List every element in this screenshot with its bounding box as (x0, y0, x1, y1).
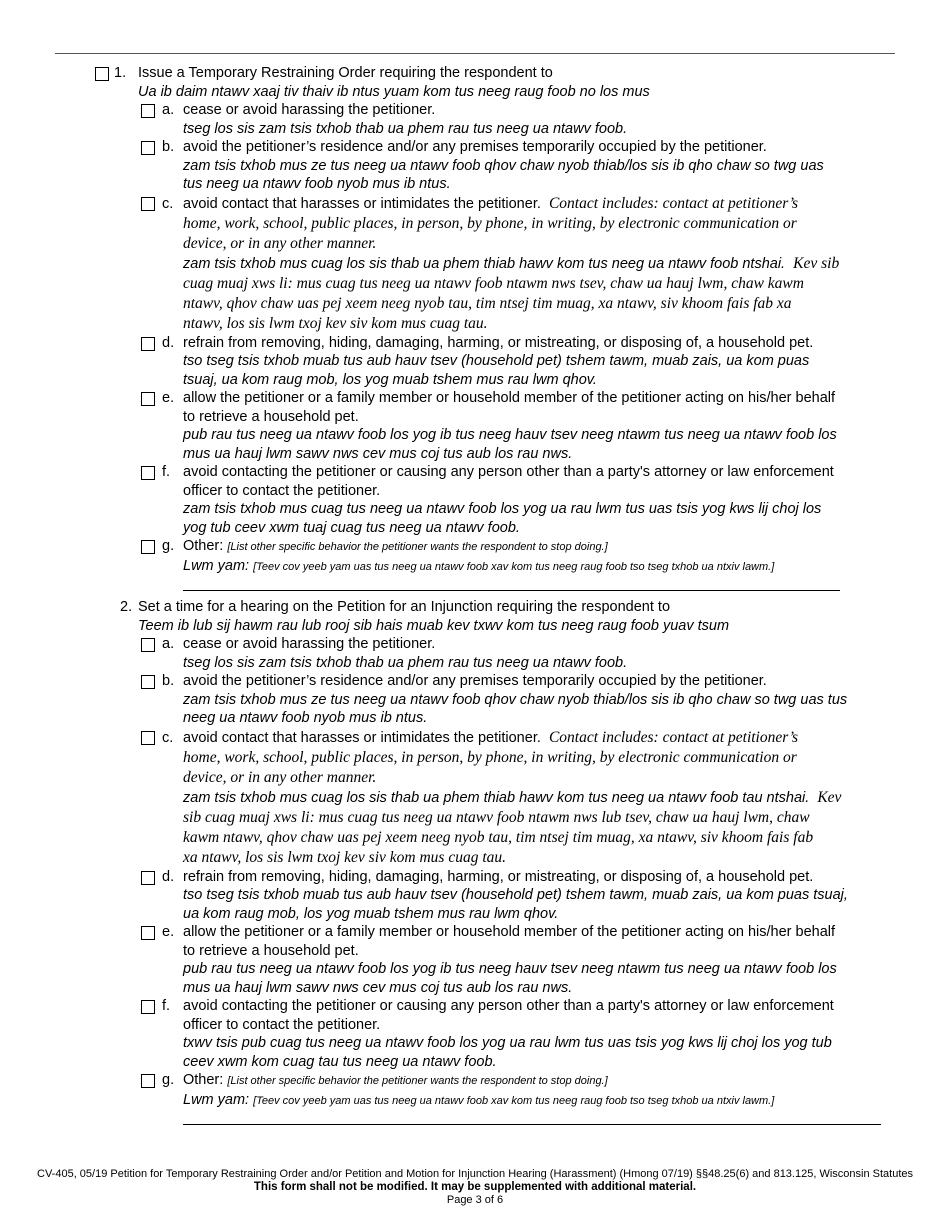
s2-d-text: refrain from removing, hiding, damaging, harming, or mistreating, or disposing of, a household pet. (183, 868, 814, 885)
s1-f-text: officer to contact the petitioner. (183, 482, 381, 499)
s2-d-letter: d. (162, 868, 175, 885)
s1-d-hmong: tso tseg tsis txhob muab tus aub hauv tsev (household pet) tshem tawm, muab zais, ua kom puas (183, 353, 810, 369)
s2-c-text: avoid contact that harasses or intimidates the petitioner. (183, 729, 541, 746)
s1-b-letter: b. (162, 139, 175, 155)
s2-a-text: cease or avoid harassing the petitioner. (183, 636, 436, 652)
s2-f-text: avoid contacting the petitioner or causing any person other than a party's attorney or law enforcement (183, 998, 834, 1014)
s2-c-contact-def: Contact includes: contact at petitioner’s (548, 728, 799, 746)
s1-g-other-label: Other: (183, 538, 224, 554)
section-1-checkbox[interactable] (95, 67, 109, 81)
s2-f-checkbox[interactable] (141, 1000, 155, 1014)
s1-a-text: cease or avoid harassing the petitioner. (183, 102, 436, 118)
s1-d-hmong: tsuaj, ua kom raug mob, los yog muab tshem mus rau lwm qhov. (183, 371, 597, 388)
s2-c-hmong-def: sib cuag muaj xws li: mus cuag tus neeg ua ntawv foob ntawm nws lub tsev, chaw ua hauj lwm, chaw (183, 808, 810, 826)
s2-b-letter: b. (162, 673, 175, 689)
s1-e-letter: e. (162, 390, 175, 406)
s1-e-hmong: mus ua hauj lwm sawv nws cev mus coj tus aub los rau nws. (183, 445, 573, 462)
s2-e-checkbox[interactable] (141, 926, 155, 940)
s2-item-d (0, 868, 950, 924)
s1-b-text: avoid the petitioner’s residence and/or any premises temporarily occupied by the petitioner. (183, 139, 767, 155)
s1-e-checkbox[interactable] (141, 392, 155, 406)
s1-g-other-input-line[interactable] (183, 590, 840, 591)
s2-g-other-hint: [List other specific behavior the petitioner wants the respondent to stop doing.] (227, 1075, 608, 1087)
s1-c-contact-def: home, work, school, public places, in person, by phone, in writing, by electronic communication or (183, 214, 797, 232)
s2-item-e (0, 923, 950, 997)
s1-c-hmong: zam tsis txhob mus cuag los sis thab ua phem thiab hawv kom tus neeg ua ntawv foob ntshai. (183, 255, 786, 272)
s1-c-hmong-def: Kev sib (793, 254, 840, 272)
s2-item-a (0, 635, 950, 672)
s2-b-hmong: zam tsis txhob mus ze tus neeg ua ntawv foob qhov chaw nyob thiab/los sis ib qho chaw so twg uas tus (183, 691, 848, 708)
s1-item-d (0, 334, 950, 390)
s2-e-text: allow the petitioner or a family member or household member of the petitioner acting on his/her behalf (183, 924, 836, 940)
s2-c-hmong: zam tsis txhob mus cuag los sis thab ua phem thiab hawv kom tus neeg ua ntawv foob tau ntshai. (183, 789, 810, 806)
s1-e-hmong: pub rau tus neeg ua ntawv foob los yog ib tus neeg hauv tsev neeg ntawm tus neeg ua ntawv foob los (183, 427, 837, 443)
s1-a-letter: a. (162, 102, 175, 118)
form-identifier: CV-405, 05/19 Petition for Temporary Restraining Order and/or Petition and Motion for Injunction Hearing (Harassment) (Hmong 07/19) §§48.25(6) and 813.125, Wisconsin Statutes (37, 1168, 913, 1180)
s2-f-text: officer to contact the petitioner. (183, 1016, 381, 1033)
s2-g-lwm-hint: [Teev cov yeeb yam uas tus neeg ua ntawv foob xav kom tus neeg raug foob tso tseg txhob ua ntxiv lawm.] (253, 1094, 775, 1107)
section-2-title: Set a time for a hearing on the Petition for an Injunction requiring the respondent to (138, 599, 671, 615)
s2-a-hmong: tseg los sis zam tsis txhob thab ua phem rau tus neeg ua ntawv foob. (183, 654, 628, 671)
s1-d-text: refrain from removing, hiding, damaging, harming, or mistreating, or disposing of, a household pet. (183, 334, 814, 351)
modification-notice: This form shall not be modified. It may be supplemented with additional material. (253, 1181, 697, 1193)
s1-a-checkbox[interactable] (141, 104, 155, 118)
page-footer (0, 1168, 950, 1207)
section-1-title: Issue a Temporary Restraining Order requiring the respondent to (138, 65, 553, 81)
s1-c-hmong-def: cuag muaj xws li: mus cuag tus neeg ua ntawv foob ntawm nws tsev, chaw ua hauj lwm, chaw kawm (183, 274, 804, 292)
s2-e-hmong: pub rau tus neeg ua ntawv foob los yog ib tus neeg hauv tsev neeg ntawm tus neeg ua ntawv foob los (183, 961, 837, 977)
s2-g-letter: g. (162, 1072, 175, 1088)
s1-e-text: to retrieve a household pet. (183, 408, 359, 425)
top-rule (55, 53, 895, 54)
s2-c-contact-def: device, or in any other manner. (183, 768, 377, 786)
s2-d-checkbox[interactable] (141, 871, 155, 885)
section-1-title-hmong: Ua ib daim ntawv xaaj tiv thaiv ib ntus yuam kom tus neeg raug foob no los mus (138, 83, 650, 100)
s2-f-hmong: txwv tsis pub cuag tus neeg ua ntawv foob los yog ua rau lwm tus uas tsis yog kws lij choj los yog tub (183, 1035, 832, 1051)
s1-g-lwm-hint: [Teev cov yeeb yam uas tus neeg ua ntawv foob xav kom tus neeg raug foob tso tseg txhob ua ntxiv lawm.] (253, 560, 775, 573)
s1-b-checkbox[interactable] (141, 141, 155, 155)
s2-d-hmong: tso tseg tsis txhob muab tus aub hauv tsev (household pet) tshem tawm, muab zais, ua kom puas tsuaj, (183, 887, 848, 903)
s2-c-contact-def: home, work, school, public places, in person, by phone, in writing, by electronic communication or (183, 748, 797, 766)
section-2-heading (0, 598, 950, 617)
s1-d-checkbox[interactable] (141, 337, 155, 351)
s2-e-letter: e. (162, 924, 175, 940)
section-2-title-hmong: Teem ib lub sij hawm rau lub rooj sib hais muab kev txwv kom tus neeg raug foob yuav tsum (138, 617, 730, 634)
s2-b-text: avoid the petitioner’s residence and/or any premises temporarily occupied by the petitioner. (183, 673, 767, 689)
section-2 (0, 598, 950, 1125)
s1-f-hmong: yog tub ceev xwm tuaj cuag tus neeg ua ntawv foob. (183, 519, 520, 536)
s2-item-f (0, 997, 950, 1071)
s2-d-hmong: ua kom raug mob, los yog muab tshem mus rau lwm qhov. (183, 905, 559, 922)
s1-c-letter: c. (162, 195, 174, 212)
s2-c-hmong-def: kawm ntawv, qhov chaw uas pej xeem neeg nyob tau, tim ntsej tim muag, xa ntawv, siv khoom fais fab (183, 828, 814, 846)
s2-g-other-input-line[interactable] (183, 1124, 881, 1125)
s1-item-f (0, 463, 950, 537)
s1-item-e (0, 389, 950, 463)
section-1-number: 1. (114, 65, 127, 81)
s1-c-checkbox[interactable] (141, 197, 155, 211)
s1-f-text: avoid contacting the petitioner or causing any person other than a party's attorney or law enforcement (183, 464, 834, 480)
section-2-number: 2. (120, 599, 133, 615)
s2-g-lwm-label: Lwm yam: (183, 1091, 250, 1108)
s1-b-hmong: tus neeg ua ntawv foob nyob mus ib ntus. (183, 176, 451, 192)
s2-b-checkbox[interactable] (141, 675, 155, 689)
s2-f-letter: f. (162, 998, 171, 1014)
s1-item-g (0, 537, 950, 591)
s2-c-letter: c. (162, 729, 174, 746)
s1-c-hmong-def: ntawv, los sis lwm txoj kev siv kom mus cuag tau. (183, 314, 488, 332)
s2-c-checkbox[interactable] (141, 731, 155, 745)
s2-item-c (0, 728, 950, 868)
s1-item-c (0, 194, 950, 334)
s1-c-contact-def: device, or in any other manner. (183, 234, 377, 252)
s2-c-hmong-def: Kev (817, 788, 842, 806)
s2-g-checkbox[interactable] (141, 1074, 155, 1088)
s1-b-hmong: zam tsis txhob mus ze tus neeg ua ntawv foob qhov chaw nyob thiab/los sis ib qho chaw so twg uas (183, 157, 824, 174)
s2-a-letter: a. (162, 636, 175, 652)
section-1 (0, 64, 950, 591)
s1-f-hmong: zam tsis txhob mus cuag tus neeg ua ntawv foob los yog ua rau lwm tus uas tsis yog kws lij choj los (183, 501, 822, 517)
s1-g-lwm-label: Lwm yam: (183, 557, 250, 574)
page-number: Page 3 of 6 (446, 1194, 504, 1206)
s1-f-checkbox[interactable] (141, 466, 155, 480)
s1-g-checkbox[interactable] (141, 540, 155, 554)
s2-e-hmong: mus ua hauj lwm sawv nws cev mus coj tus aub los rau nws. (183, 979, 573, 996)
s2-a-checkbox[interactable] (141, 638, 155, 652)
s2-item-g (0, 1071, 950, 1125)
s2-e-text: to retrieve a household pet. (183, 942, 359, 959)
s1-g-other-hint: [List other specific behavior the petitioner wants the respondent to stop doing.] (227, 541, 608, 553)
s1-item-a (0, 101, 950, 138)
section-1-heading (0, 64, 950, 83)
s2-item-b (0, 672, 950, 728)
s1-c-contact-def: Contact includes: contact at petitioner’s (548, 194, 799, 212)
s2-g-other-label: Other: (183, 1072, 224, 1088)
s2-f-hmong: ceev xwm kom cuag tau tus neeg ua ntawv foob. (183, 1053, 497, 1070)
s1-item-b (0, 138, 950, 194)
s1-c-text: avoid contact that harasses or intimidates the petitioner. (183, 195, 541, 212)
s2-c-hmong-def: xa ntawv, los sis lwm txoj kev siv kom mus cuag tau. (183, 848, 507, 866)
s1-d-letter: d. (162, 334, 175, 351)
s1-g-letter: g. (162, 538, 175, 554)
s1-f-letter: f. (162, 464, 171, 480)
s1-c-hmong-def: ntawv, qhov chaw uas pej xeem neeg nyob tau, tim ntsej tim muag, xa ntawv, siv khoom fais fab xa (183, 294, 792, 312)
s2-b-hmong: neeg ua ntawv foob nyob mus ib ntus. (183, 710, 428, 726)
s1-e-text: allow the petitioner or a family member or household member of the petitioner acting on his/her behalf (183, 390, 836, 406)
s1-a-hmong: tseg los sis zam tsis txhob thab ua phem rau tus neeg ua ntawv foob. (183, 120, 628, 137)
